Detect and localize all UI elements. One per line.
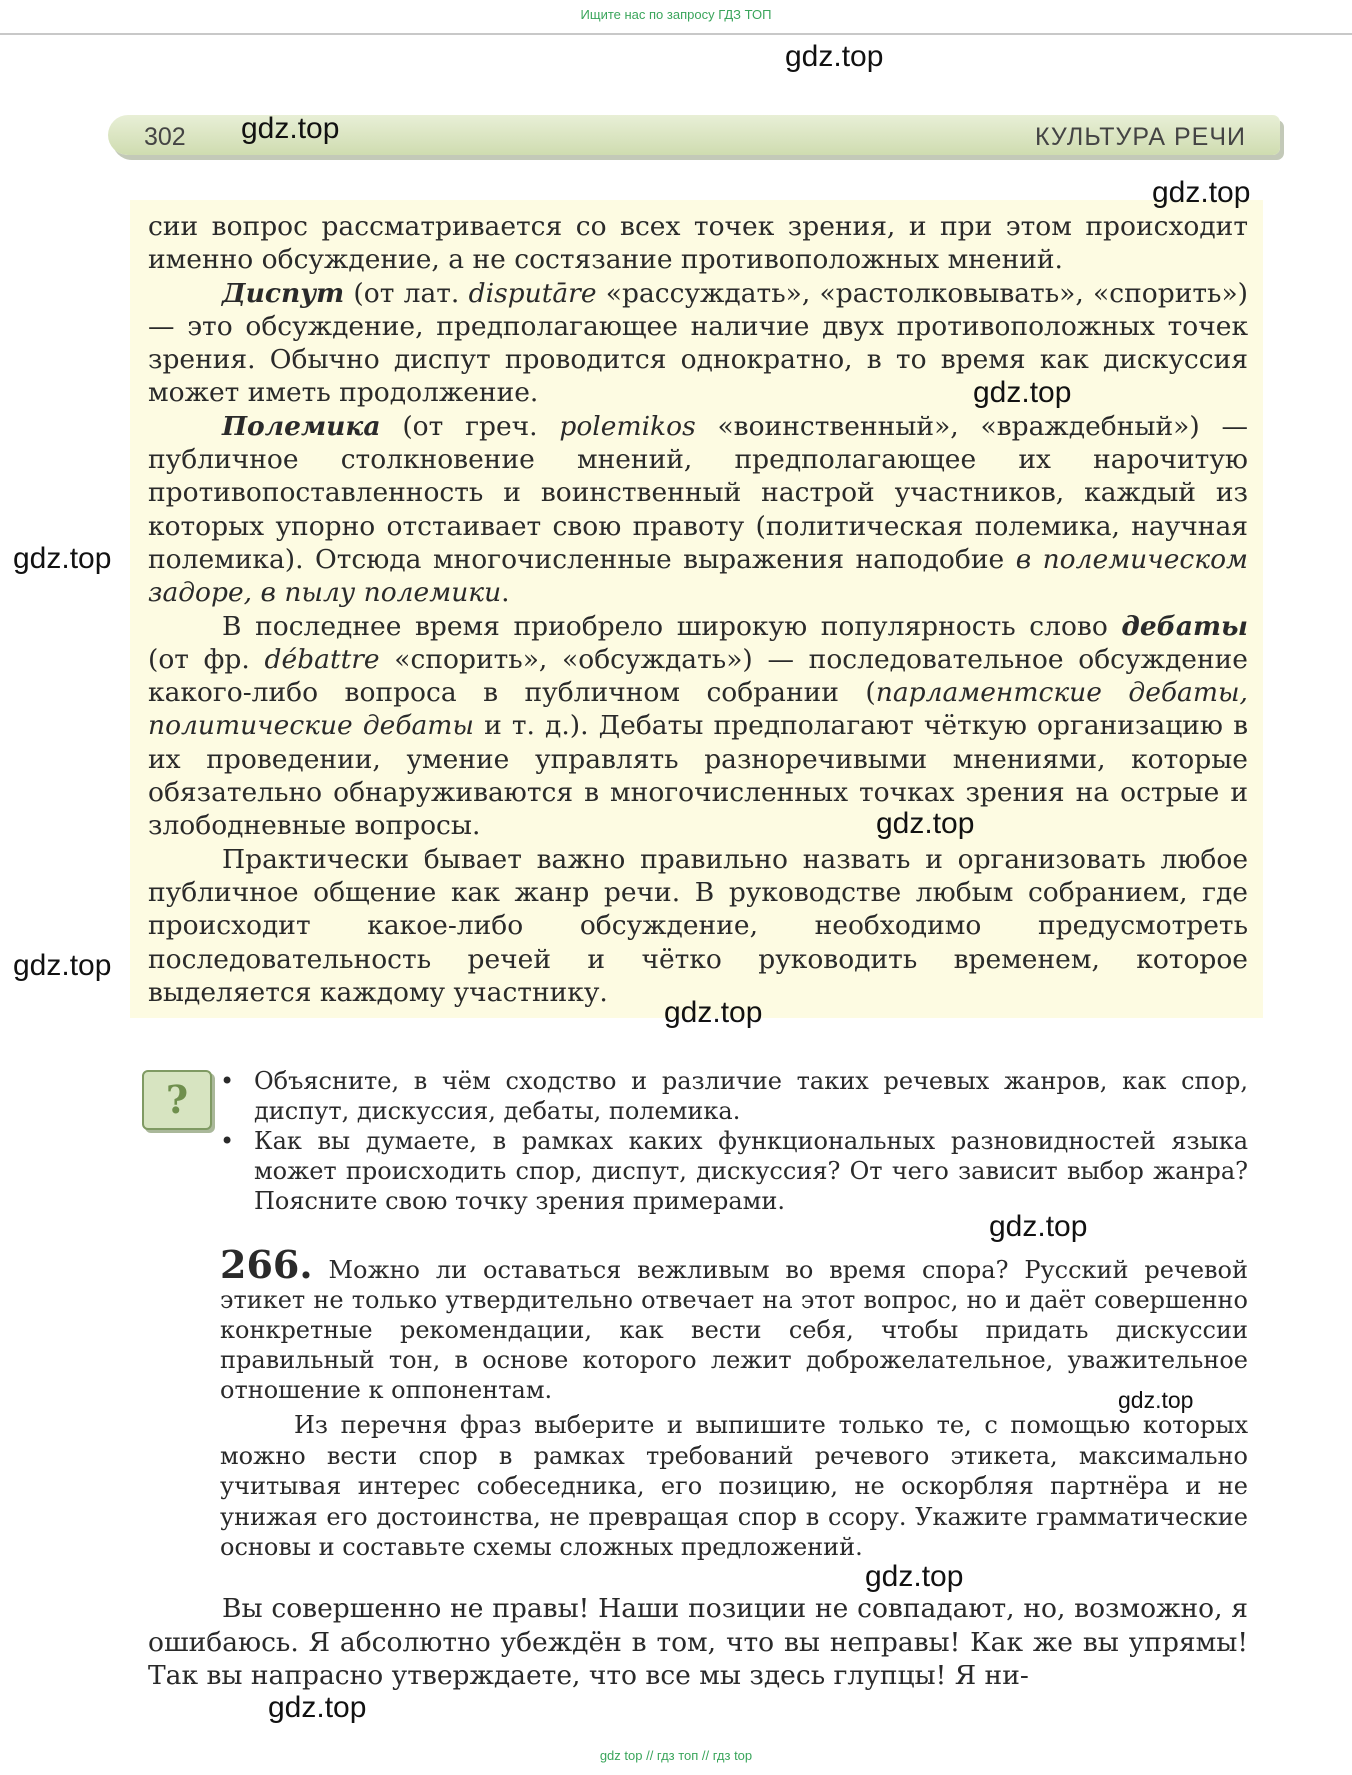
- watermark: gdz.top: [13, 542, 112, 575]
- paragraph-polemika: Полемика (от греч. polemikos «воинственный», «враждебный») — публичное столкновение мнений, предполагающее их нарочитую противопоставленность и воинственный настрой участников, каждый из которых упорно отстаивает свою правоту (политическая полемика, научная полемика). Отсюда многочисленные выражения наподобие в полемическом задоре, в пылу полемики.: [148, 410, 1248, 609]
- watermark: gdz.top: [1118, 1387, 1194, 1413]
- watermark: gdz.top: [241, 112, 340, 145]
- watermark: gdz.top: [876, 807, 975, 840]
- watermark: gdz.top: [1152, 176, 1251, 209]
- list-item: • Как вы думаете, в рамках каких функциональных разновидностей языка может происходить спор, диспут, дискуссия? От чего зависит выбор жанра? Поясните свою точку зрения примерами.: [218, 1126, 1248, 1216]
- paragraph-1: сии вопрос рассматривается со всех точек зрения, и при этом происходит именно обсуждение, а не состязание противоположных мнений.: [148, 211, 1248, 276]
- watermark: gdz.top: [989, 1210, 1088, 1243]
- watermark: gdz.top: [865, 1560, 964, 1593]
- watermark: gdz.top: [268, 1691, 367, 1724]
- watermark: gdz.top: [664, 996, 763, 1029]
- top-banner-text: Ищите нас по запросу ГДЗ ТОП: [580, 7, 772, 22]
- exercise-intro: Можно ли оставаться вежливым во время спора? Русский речевой этикет не только утвердительно отвечает на этот вопрос, но и даёт совершенно конкретные рекомендации, как вести себя, чтобы придать дискуссии правильный тон, в основе которого лежит доброжелательное, уважительное отношение к оппонентам.: [220, 1256, 1248, 1404]
- paragraph-disput: Диспут (от лат. disputāre «рассуждать», «растолковывать», «спорить») — это обсуждение, предполагающее наличие двух противоположных точек зрения. Обычно диспут проводится однократно, в то время как дискуссия может иметь продолжение.: [148, 277, 1248, 409]
- watermark: gdz.top: [973, 376, 1072, 409]
- question-list: [218, 1066, 1248, 1216]
- term-polemika: Полемика: [222, 410, 381, 442]
- paragraph-5: Практически бывает важно правильно назвать и организовать любое публичное общение как жанр речи. В руководстве любым собранием, где происходит какое-либо обсуждение, необходимо предусмотреть последовательность речей и чётко руководить временем, которое выделяется каждому участнику.: [148, 843, 1248, 1008]
- watermark: gdz.top: [785, 40, 884, 73]
- question-icon: ?: [142, 1070, 212, 1130]
- theory-text: [148, 210, 1248, 1009]
- section-title: КУЛЬТУРА РЕЧИ: [1035, 123, 1246, 151]
- term-disput: Диспут: [222, 277, 345, 309]
- exercise-task: Из перечня фраз выберите и выпишите только те, с помощью которых можно вести спор в рамках требований речевого этикета, максимально учитывая интерес собеседника, его позицию, не оскорбляя партнёра и не унижая его достоинства, не превращая спор в ссору. Укажите грамматические основы и составьте схемы сложных предложений.: [220, 1411, 1248, 1561]
- paragraph-debaty: В последнее время приобрело широкую популярность слово дебаты (от фр. débattre «спорить», «обсуждать») — последовательное обсуждение какого-либо вопроса в публичном собрании (парламентские дебаты, политические дебаты и т. д.). Дебаты предполагают чёткую организацию в их проведении, умение управлять разноречивыми мнениями, которые обязательно обнаруживаются в многочисленных точках зрения на острые и злободневные вопросы.: [148, 610, 1248, 842]
- watermark: gdz.top: [13, 949, 112, 982]
- exercise-phrases: Вы совершенно не правы! Наши позиции не совпадают, но, возможно, я ошибаюсь. Я абсолютно убеждён в том, что вы неправы! Как же вы упрямы! Так вы напрасно утверждаете, что все мы здесь глупцы! Я ни-: [148, 1593, 1248, 1691]
- footer-text: gdz top // гдз топ // гдз top: [599, 1748, 753, 1763]
- top-banner: [0, 0, 1352, 35]
- list-item: • Объясните, в чём сходство и различие таких речевых жанров, как спор, диспут, дискуссия, дебаты, полемика.: [218, 1066, 1248, 1126]
- exercise-number: 266.: [220, 1242, 313, 1287]
- term-debaty: дебаты: [1121, 610, 1248, 642]
- page-number: 302: [144, 123, 186, 151]
- exercise-266: [220, 1242, 1248, 1405]
